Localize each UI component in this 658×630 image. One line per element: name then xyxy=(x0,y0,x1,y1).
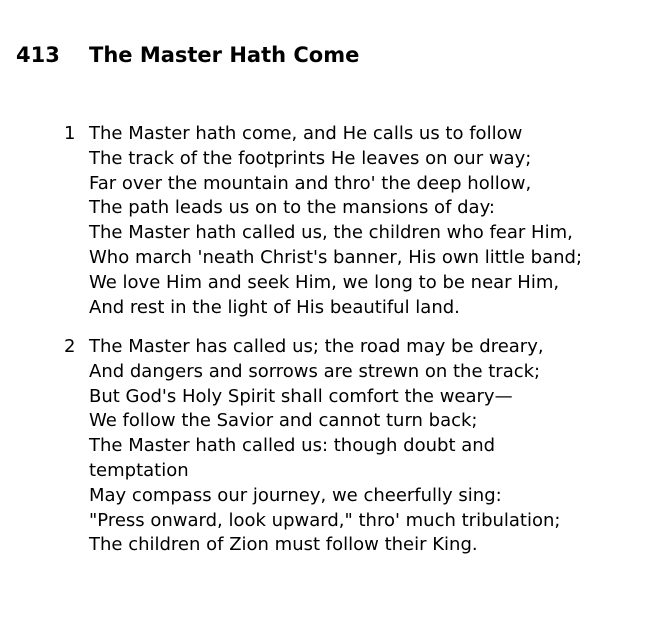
verse-line: The track of the footprints He leaves on our way; xyxy=(89,147,532,169)
verse-line: temptation xyxy=(89,459,189,481)
verse-line: Far over the mountain and thro' the deep hollow, xyxy=(89,172,532,194)
verse-line: The Master hath come, and He calls us to follow xyxy=(89,123,523,144)
verse-line: The children of Zion must follow their King. xyxy=(89,534,478,556)
hymn-header xyxy=(16,40,359,70)
verse-line: Who march 'neath Christ's banner, His own little band; xyxy=(89,246,583,268)
verse-line: But God's Holy Spirit shall comfort the weary— xyxy=(89,385,513,407)
verse-line: We follow the Savior and cannot turn back; xyxy=(89,410,478,432)
verse-line: The Master has called us; the road may be dreary, xyxy=(89,336,544,357)
verse-line: And rest in the light of His beautiful land. xyxy=(89,296,460,318)
verse-number: 2 xyxy=(64,336,76,357)
verse-lines xyxy=(89,335,644,558)
verse-1 xyxy=(64,122,644,320)
verse-line: We love Him and seek Him, we long to be near Him, xyxy=(89,271,560,293)
verse-line: The Master hath called us, the children who fear Him, xyxy=(89,222,573,244)
verse-line: And dangers and sorrows are strewn on the track; xyxy=(89,360,541,382)
verse-line: May compass our journey, we cheerfully sing: xyxy=(89,484,502,506)
hymn-number: 413 xyxy=(16,43,60,67)
verse-number: 1 xyxy=(64,123,76,144)
verse-lines xyxy=(89,122,644,320)
hymn-title: The Master Hath Come xyxy=(89,43,360,67)
verse-2 xyxy=(64,335,644,558)
verse-line: The Master hath called us: though doubt and xyxy=(89,435,496,457)
verse-line: "Press onward, look upward," thro' much tribulation; xyxy=(89,509,561,531)
verse-line: The path leads us on to the mansions of day: xyxy=(89,197,495,219)
